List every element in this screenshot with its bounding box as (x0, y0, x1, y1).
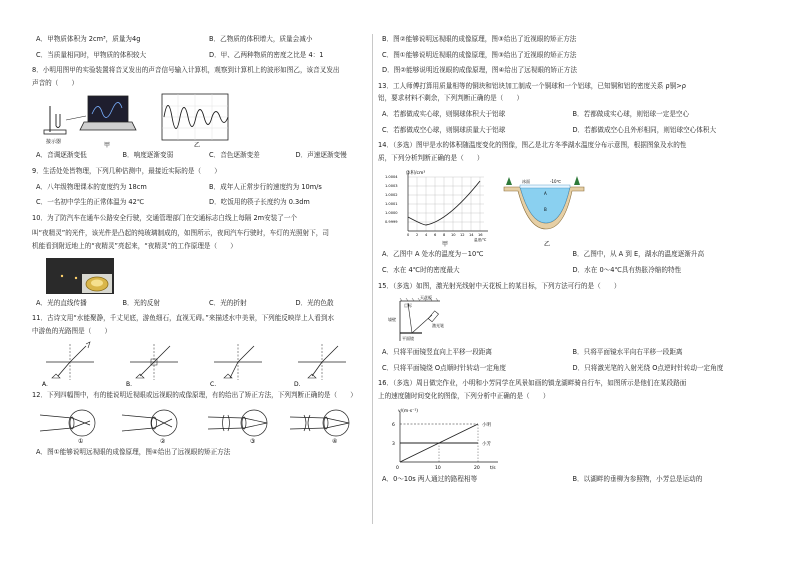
q9-options-row1 (36, 184, 382, 191)
q16-stem-line2: 上的速度随时间变化的图像，下列分析中正确的是（ ） (378, 391, 550, 400)
q11-diagram-a (42, 342, 94, 388)
q14-lake-label-b: B (544, 207, 547, 213)
q12-option-a: A．图①能够说明远视眼的成像原理，图④给出了远视眼的矫正方法 (36, 447, 231, 456)
q14-lake-label-temp: -10℃ (550, 179, 562, 185)
q12-eye-diagrams-svg (32, 405, 382, 445)
q15-option-c: C．只将平面镜绕 O点顺时针转动一定角度 (382, 363, 506, 372)
q16-xtick-20: 20 (474, 465, 480, 471)
q13-option-c: C．若都做成空心球，则铜球质量大于铝球 (382, 125, 506, 134)
q13-options-row1 (382, 111, 763, 118)
q13-stem-line2: 铝，要求材料不剩余，下列判断正确的是（ ） (378, 94, 524, 103)
q14-lake-diagram (504, 176, 584, 229)
q15-label-laser: 激光笔 (432, 323, 444, 329)
q14-lake-label-a: A (544, 191, 547, 197)
q15-label-mirror: 平面镜 (402, 336, 414, 342)
q10-figure (32, 256, 382, 296)
q16-xtick-10: 10 (435, 465, 441, 471)
q8-option-c: C．音色逐渐变差 (209, 151, 260, 160)
q14-xlabel: 温度/℃ (474, 238, 487, 243)
q14-figure (378, 167, 763, 247)
q16-option-b: B．以湖畔的垂柳为参照物，小芳总是运动的 (572, 474, 703, 483)
q8-caption-jia: 甲 (104, 142, 111, 149)
q9-options-row2 (36, 199, 382, 206)
q11-letter-b: B. (126, 381, 133, 389)
q16-option-a: A．0～10s 两人通过的路程相等 (382, 474, 478, 483)
q14-option-d: D．水在 0～4℃具有热胀冷缩的特性 (572, 265, 682, 274)
q14-xtick-8: 16 (478, 233, 483, 238)
q12-num-1: ① (78, 437, 84, 445)
q9-option-c: C．一名初中学生的正常体温为 42℃ (36, 198, 145, 207)
q14-xtick-5: 10 (451, 233, 456, 238)
q8-stem-line1: 8．小明用图甲的实验装置将音叉发出的声音信号输入计算机，观察到计算机上的波形如图乙，该音叉发出 (32, 66, 340, 75)
q7-option-c: C．当质量相同时，甲物质的体积较大 (36, 50, 147, 59)
q8-stem-line2: 声音的（ ） (32, 78, 79, 87)
right-column (378, 36, 763, 482)
q11-diagram-b (126, 344, 178, 388)
q11-figure (32, 340, 382, 388)
q15-option-d: D．只将激光笔的入射光绕 O点逆时针转动一定角度 (572, 363, 724, 372)
q16-graph-svg (378, 406, 763, 472)
q14-caption-yi: 乙 (544, 241, 551, 248)
q13-option-b: B．若都做成实心球，则铝球一定是空心 (572, 109, 690, 118)
q13-options-row2 (382, 127, 763, 134)
q14-xtick-2: 4 (425, 233, 428, 238)
q10-option-d: D．光的色散 (295, 298, 334, 307)
q7-option-a: A．甲物质体积为 2cm³，质量为4g (36, 35, 141, 43)
q12-num-4: ④ (332, 437, 338, 445)
q11-letter-d: D. (294, 381, 301, 389)
q15-option-b: B．只将平面镜水平向右平移一段距离 (572, 348, 683, 357)
q14-caption-jia: 甲 (442, 241, 449, 248)
q9-option-b: B．成年人正常步行的速度约为 10m/s (209, 182, 322, 191)
q12-eye-4 (290, 410, 349, 436)
q16-ylabel: v/(m·s⁻¹) (398, 408, 419, 414)
q12-eye-1 (40, 410, 95, 436)
q14-ylabel: 体积/cm³ (406, 171, 426, 177)
q8-caption-yi: 乙 (194, 142, 201, 149)
q13-option-a: A．若都做成实心球，则铜球体积大于铝球 (382, 109, 506, 118)
q10-option-b: B．光的反射 (122, 298, 160, 307)
q14-ytick-3: 1.0001 (385, 202, 398, 207)
q14-options-row1 (382, 251, 763, 258)
q8-option-d: D．声速逐渐变慢 (295, 151, 347, 160)
q13-option-d: D．若都做成空心且外形相同，则铝球空心体积大 (572, 125, 717, 134)
q15-figure (378, 295, 763, 345)
q8-figure (32, 92, 382, 148)
q12-option-d: D．图②能够说明近视眼的成像原理，图④给出了远视眼的矫正方法 (382, 66, 577, 75)
q10-option-c: C．光的折射 (209, 298, 247, 307)
q14-xtick-1: 2 (416, 233, 419, 238)
q7-option-b: B．乙物质的体积增大，质量会减小 (209, 35, 313, 43)
q14-xtick-4: 8 (443, 233, 446, 238)
q16-legend-xiaoming: 小明 (482, 422, 491, 428)
q16-ytick-6: 6 (392, 422, 395, 428)
q15-figure-svg (378, 295, 763, 345)
q12-option-b: B．图②能够说明远视眼的成像原理，图③给出了近视眼的矫正方法 (382, 35, 577, 43)
q12-num-3: ③ (250, 437, 256, 445)
q8-figure-svg (32, 92, 382, 148)
q15-options-row1 (382, 349, 763, 356)
q14-xtick-3: 6 (434, 233, 437, 238)
q15-label-target: 目标 (404, 303, 412, 309)
q14-options-row2 (382, 267, 763, 274)
q14-xtick-6: 12 (460, 233, 465, 238)
q14-ytick-5: 0.9999 (385, 220, 398, 225)
q10-stem-line1: 10．为了防汽车在通车公路安全行驶，交通管理部门在交通标志白线上每隔 2m安装了一个 (32, 213, 298, 222)
q8-sensor-label: 接示器 (46, 139, 62, 146)
q10-stem-line2: 叫“夜精灵”的光件，该光件是凸起的纯玻璃制成的，如图所示，夜间汽车行驶时，车灯的光照射下，司 (32, 229, 329, 238)
q8-options (36, 152, 382, 159)
q13-stem-line1: 13．工人师傅打算用质量相等的铜块和铝块加工制成一个铜球和一个铝球，已知铜和铝的密度关系 ρ铜>ρ (378, 81, 686, 90)
q15-label-ceiling: 天花板 (420, 295, 432, 301)
q7-options-row2 (36, 52, 382, 59)
q14-option-b: B．乙图中，从 A 到 E，湖水的温度逐渐升高 (572, 250, 705, 259)
q10-photo-svg (32, 256, 382, 296)
q8-option-b: B．响度逐渐变弱 (122, 151, 174, 160)
q11-diagram-c (210, 344, 262, 388)
q14-option-a: A．乙图中 A 处水的温度为－10℃ (382, 250, 484, 259)
q9-option-a: A．八年级物理课本的宽度约为 18cm (36, 182, 147, 191)
q12-eye-2 (122, 410, 177, 436)
q16-ytick-3: 3 (392, 441, 395, 447)
q7-option-d: D．甲、乙两种物质的密度之比是 4：1 (209, 50, 324, 59)
q11-diagram-d (294, 344, 346, 388)
q11-diagrams-svg (32, 340, 382, 388)
q15-options-row2 (382, 365, 763, 372)
q14-figure-svg (378, 167, 763, 247)
q9-option-d: D．吃饭用的筷子长度约为 0.3dm (209, 198, 310, 207)
q9-stem: 9．生活处处皆物理，下列几种估测中，最接近实际的是（ ） (32, 166, 221, 175)
q16-options-row1 (382, 476, 763, 483)
q16-xtick-0: 0 (396, 465, 399, 471)
q14-ytick-0: 1.0004 (385, 175, 398, 180)
q14-xtick-7: 14 (469, 233, 474, 238)
q14-stem-line2: 质，下列分析判断正确的是（ ） (378, 153, 484, 162)
q11-letter-c: C. (210, 381, 217, 389)
q7-options-row1 (36, 36, 382, 43)
q14-lake-label-ice: 冰面 (522, 179, 530, 185)
q10-stem-line3: 机能看到附近地上的“夜精灵”亮起来，“夜精灵”的工作原理是（ ） (32, 241, 237, 250)
q8-option-a: A．音调逐渐变低 (36, 151, 87, 160)
q11-stem-line1: 11．古诗文用“水能聚静，千丈见底，游鱼细石，直视无碍。”来描述水中美景，下列能反映岸上人看到水 (32, 314, 335, 323)
q14-ytick-4: 1.0000 (385, 211, 398, 216)
left-column (32, 36, 382, 456)
q15-option-a: A．只将平面镜竖直向上平移一段距离 (382, 348, 493, 357)
q16-stem-line1: 16．（多选）周日做完作业，小明和小芳同学在风景如画的镇龙湖畔骑自行车，如图所示是他们在某段路面 (378, 379, 687, 388)
q12-eye-3 (208, 410, 267, 436)
q12-option-c: C．图①能够说明近视眼的成像原理，图③给出了近视眼的矫正方法 (382, 50, 577, 59)
q10-options (36, 300, 382, 307)
q14-xtick-0: 0 (407, 233, 410, 238)
q12-num-2: ② (160, 437, 166, 445)
q16-xlabel: t/s (490, 465, 496, 471)
q16-figure (378, 406, 763, 472)
q14-ytick-2: 1.0002 (385, 193, 398, 198)
q15-stem: 15．（多选）如图，激光射光线射中天花板上的某目标，下列方法可行的是（ ） (378, 281, 621, 290)
q14-ytick-1: 1.0003 (385, 184, 398, 189)
q15-label-wall: 墙壁 (388, 317, 396, 323)
q11-letter-a: A. (42, 381, 48, 389)
q16-legend-xiaofang: 小芳 (482, 441, 491, 447)
q12-stem: 12．下列四幅图中，有的能说明近视眼或远视眼的成像原理，有的给出了矫正方法，下列判断正确的是（ ） (32, 391, 357, 400)
q14-stem-line1: 14．（多选）图甲是水的体积随温度变化的图像，图乙是北方冬季湖水温度分布示意图，根据图象及水的性 (378, 141, 687, 150)
q10-option-a: A．光的直线传播 (36, 298, 87, 307)
q12-figure (32, 405, 382, 445)
q11-stem-line2: 中游鱼的光路图是（ ） (32, 326, 112, 335)
q14-option-c: C．水在 4℃时的密度最大 (382, 265, 460, 274)
